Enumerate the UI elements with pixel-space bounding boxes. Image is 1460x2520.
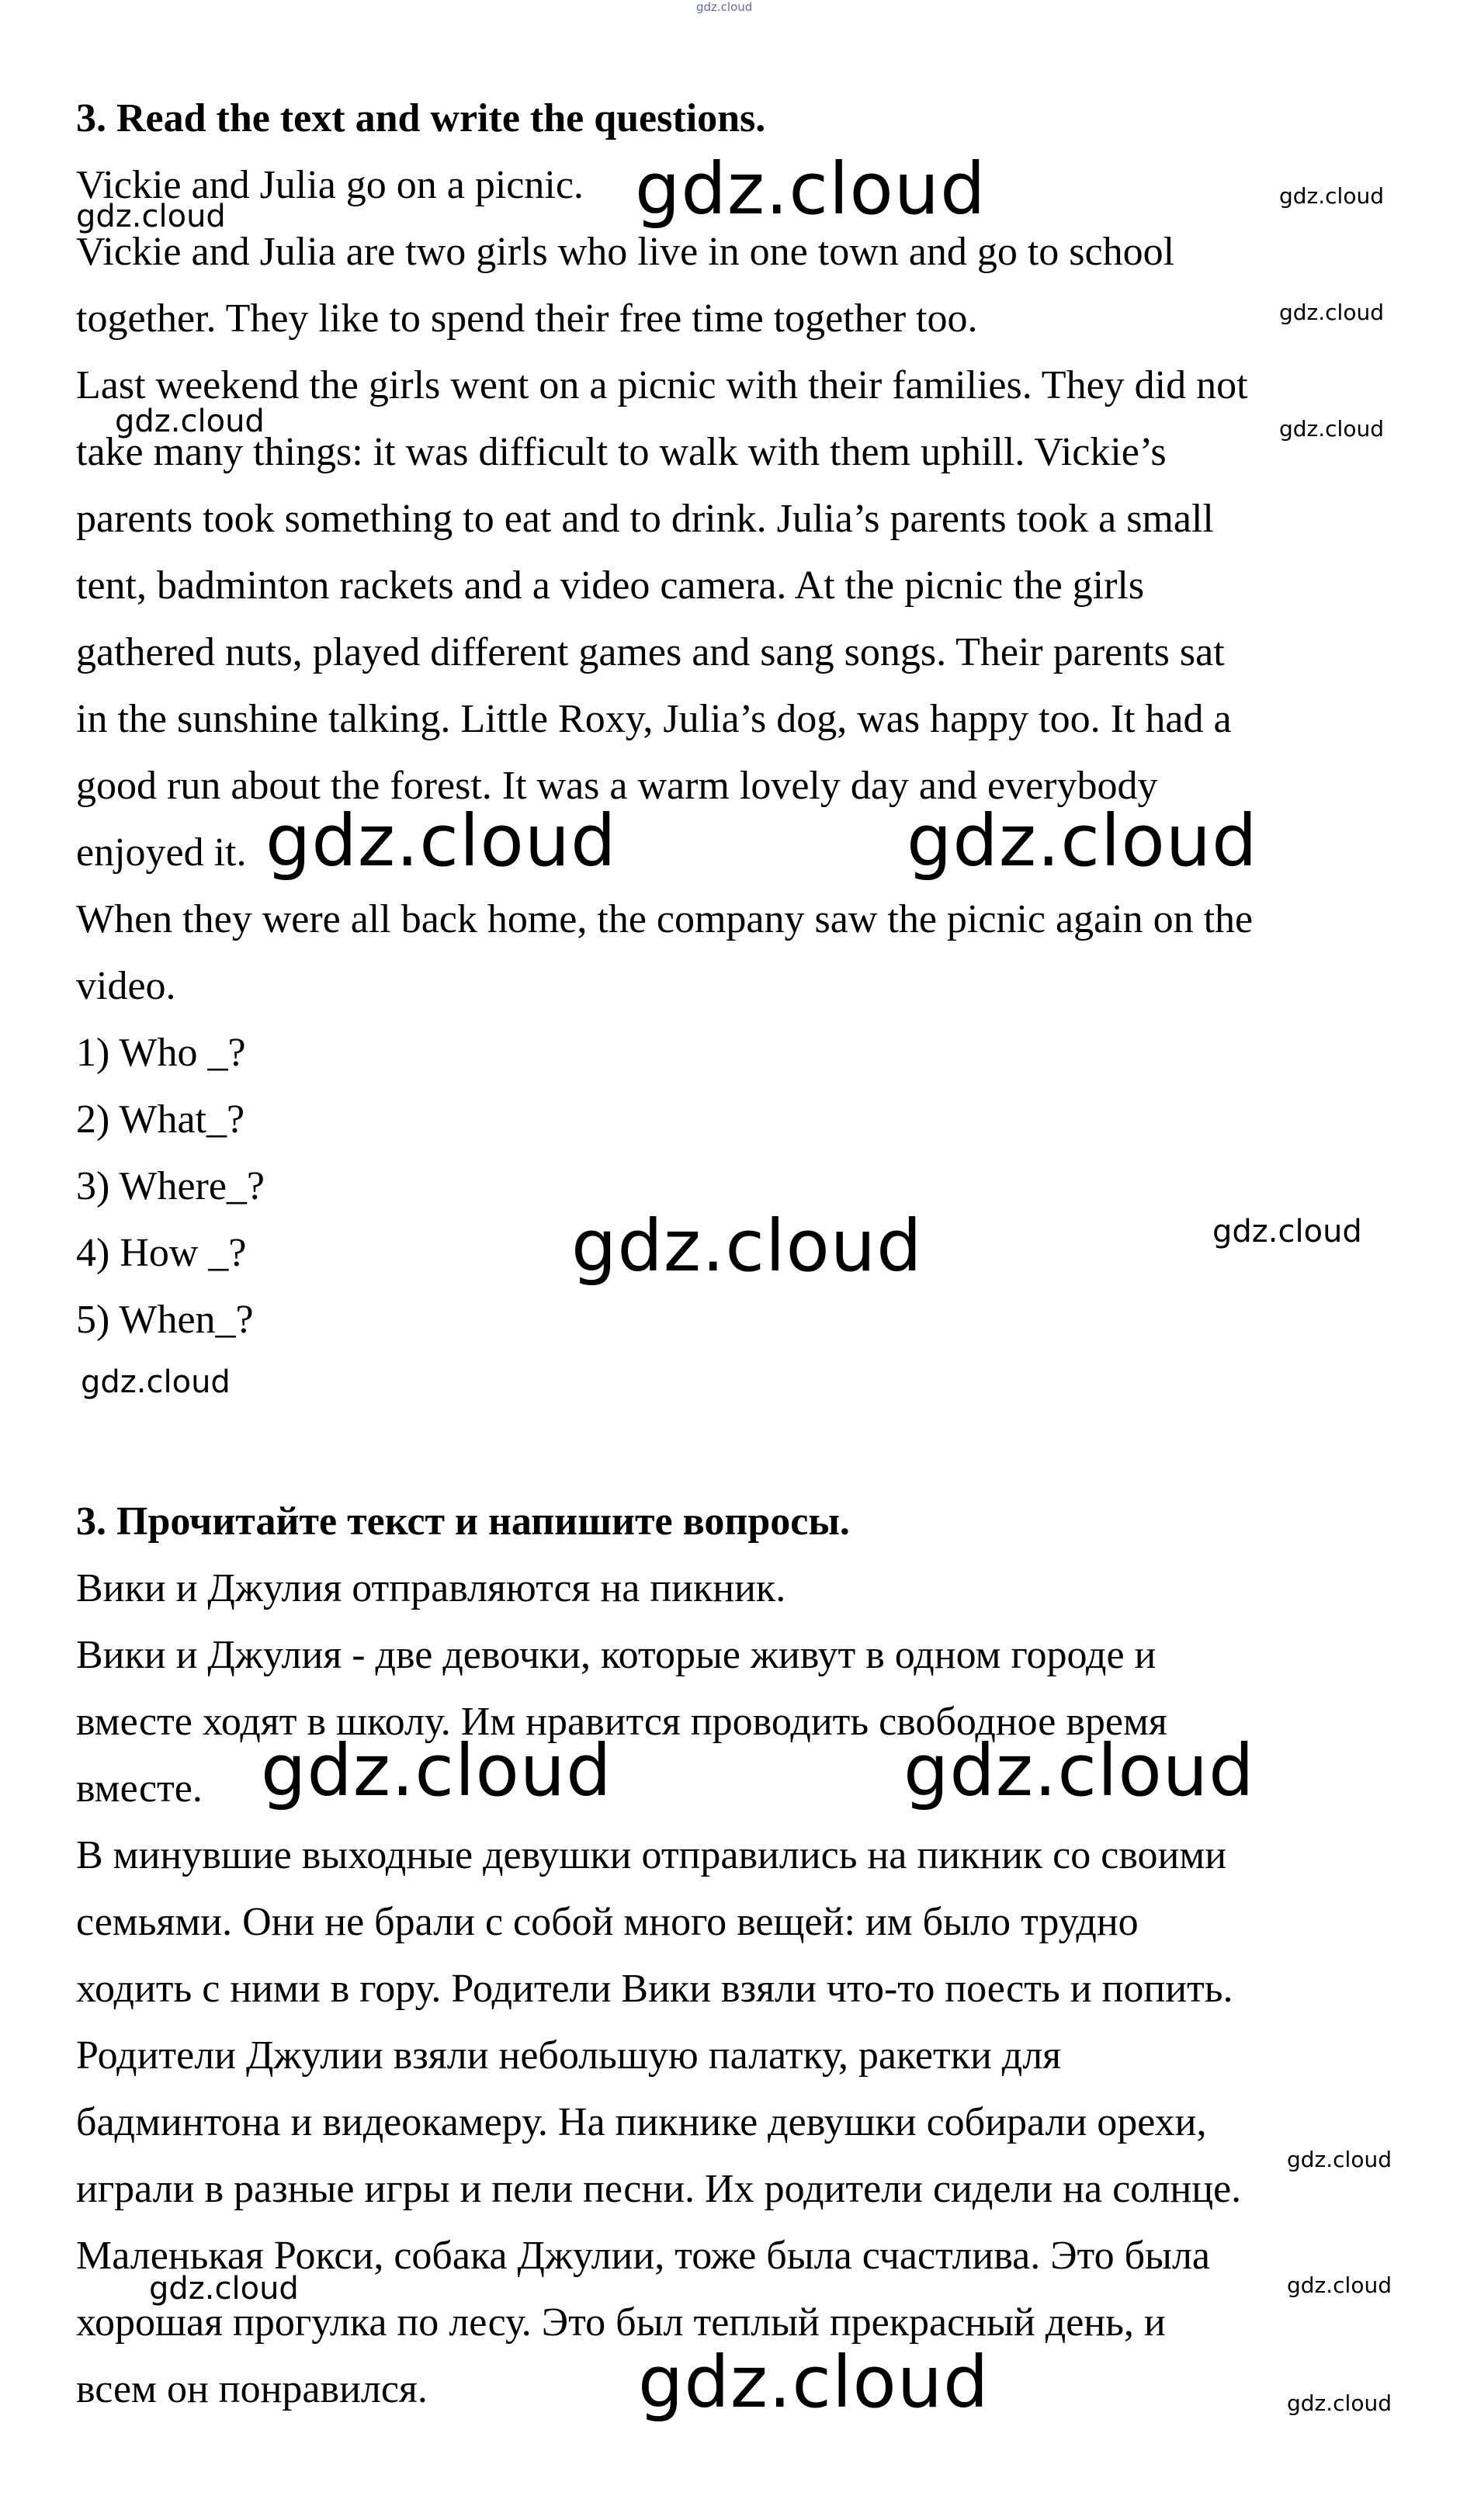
watermark-small: gdz.cloud	[1279, 300, 1384, 325]
english-line: take many things: it was difficult to walk with them uphill. Vickie’s	[76, 430, 1167, 474]
watermark-large: gdz.cloud	[638, 2341, 990, 2424]
watermark-medium: gdz.cloud	[1212, 1214, 1362, 1250]
watermark-small: gdz.cloud	[1287, 2390, 1392, 2416]
watermark-small: gdz.cloud	[1287, 2147, 1392, 2172]
russian-line: Вики и Джулия - две девочки, которые живут в одном городе и	[76, 1633, 1157, 1677]
question-item: 3) Where_?	[76, 1164, 265, 1208]
question-item: 4) How _?	[76, 1231, 247, 1275]
watermark-medium: gdz.cloud	[76, 199, 226, 234]
question-item: 1) Who _?	[76, 1031, 246, 1075]
watermark-large: gdz.cloud	[265, 799, 617, 882]
russian-line: всем он понравился.	[76, 2367, 428, 2411]
english-line: in the sunshine talking. Little Roxy, Julia’s dog, was happy too. It had a	[76, 697, 1232, 741]
russian-line: Маленькая Рокси, собака Джулии, тоже была счастлива. Это была	[76, 2234, 1211, 2278]
watermark-large: gdz.cloud	[903, 1729, 1255, 1812]
english-heading: 3. Read the text and write the questions.	[76, 96, 766, 140]
english-line: parents took something to eat and to drink. Julia’s parents took a small	[76, 497, 1214, 541]
russian-line: хорошая прогулка по лесу. Это был теплый прекрасный день, и	[76, 2300, 1166, 2345]
watermark-medium: gdz.cloud	[81, 1364, 231, 1400]
russian-line: вместе ходят в школу. Им нравится проводить свободное время	[76, 1700, 1167, 1744]
english-line: tent, badminton rackets and a video camera. At the picnic the girls	[76, 563, 1145, 608]
russian-line: Родители Джулии взяли небольшую палатку, ракетки для	[76, 2033, 1062, 2078]
watermark-large: gdz.cloud	[571, 1205, 923, 1288]
english-line: together. They like to spend their free time together too.	[76, 296, 978, 341]
watermark-medium: gdz.cloud	[149, 2271, 299, 2307]
english-line: Last weekend the girls went on a picnic with their families. They did not	[76, 363, 1248, 407]
watermark-small: gdz.cloud	[1279, 183, 1384, 209]
english-line: gathered nuts, played different games and sang songs. Their parents sat	[76, 630, 1225, 674]
watermark-small: gdz.cloud	[1287, 2272, 1392, 2298]
watermark-medium: gdz.cloud	[115, 404, 265, 439]
watermark-large: gdz.cloud	[907, 799, 1258, 882]
english-line: video.	[76, 964, 176, 1008]
question-item: 5) When_?	[76, 1298, 254, 1342]
english-line: Vickie and Julia go on a picnic.	[76, 163, 584, 207]
english-line: When they were all back home, the company saw the picnic again on the	[76, 897, 1254, 941]
russian-line: В минувшие выходные девушки отправились на пикник со своими	[76, 1833, 1227, 1877]
question-item: 2) What_?	[76, 1097, 245, 1142]
english-line: Vickie and Julia are two girls who live in one town and go to school	[76, 230, 1175, 274]
watermark-small: gdz.cloud	[1279, 416, 1384, 442]
russian-line: ходить с ними в гору. Родители Вики взяли что-то поесть и попить.	[76, 1967, 1233, 2011]
russian-line: семьями. Они не брали с собой много вещей: им было трудно	[76, 1900, 1139, 1944]
top-watermark: gdz.cloud	[696, 0, 753, 14]
russian-line: вместе.	[76, 1766, 203, 1811]
english-line: good run about the forest. It was a warm lovely day and everybody	[76, 764, 1158, 808]
watermark-large: gdz.cloud	[261, 1729, 612, 1812]
russian-heading: 3. Прочитайте текст и напишите вопросы.	[76, 1499, 850, 1544]
english-line: enjoyed it.	[76, 830, 247, 875]
russian-line: Вики и Джулия отправляются на пикник.	[76, 1566, 786, 1610]
watermark-large: gdz.cloud	[635, 147, 987, 231]
russian-line: играли в разные игры и пели песни. Их родители сидели на солнце.	[76, 2167, 1242, 2211]
russian-line: бадминтона и видеокамеру. На пикнике девушки собирали орехи,	[76, 2100, 1207, 2144]
